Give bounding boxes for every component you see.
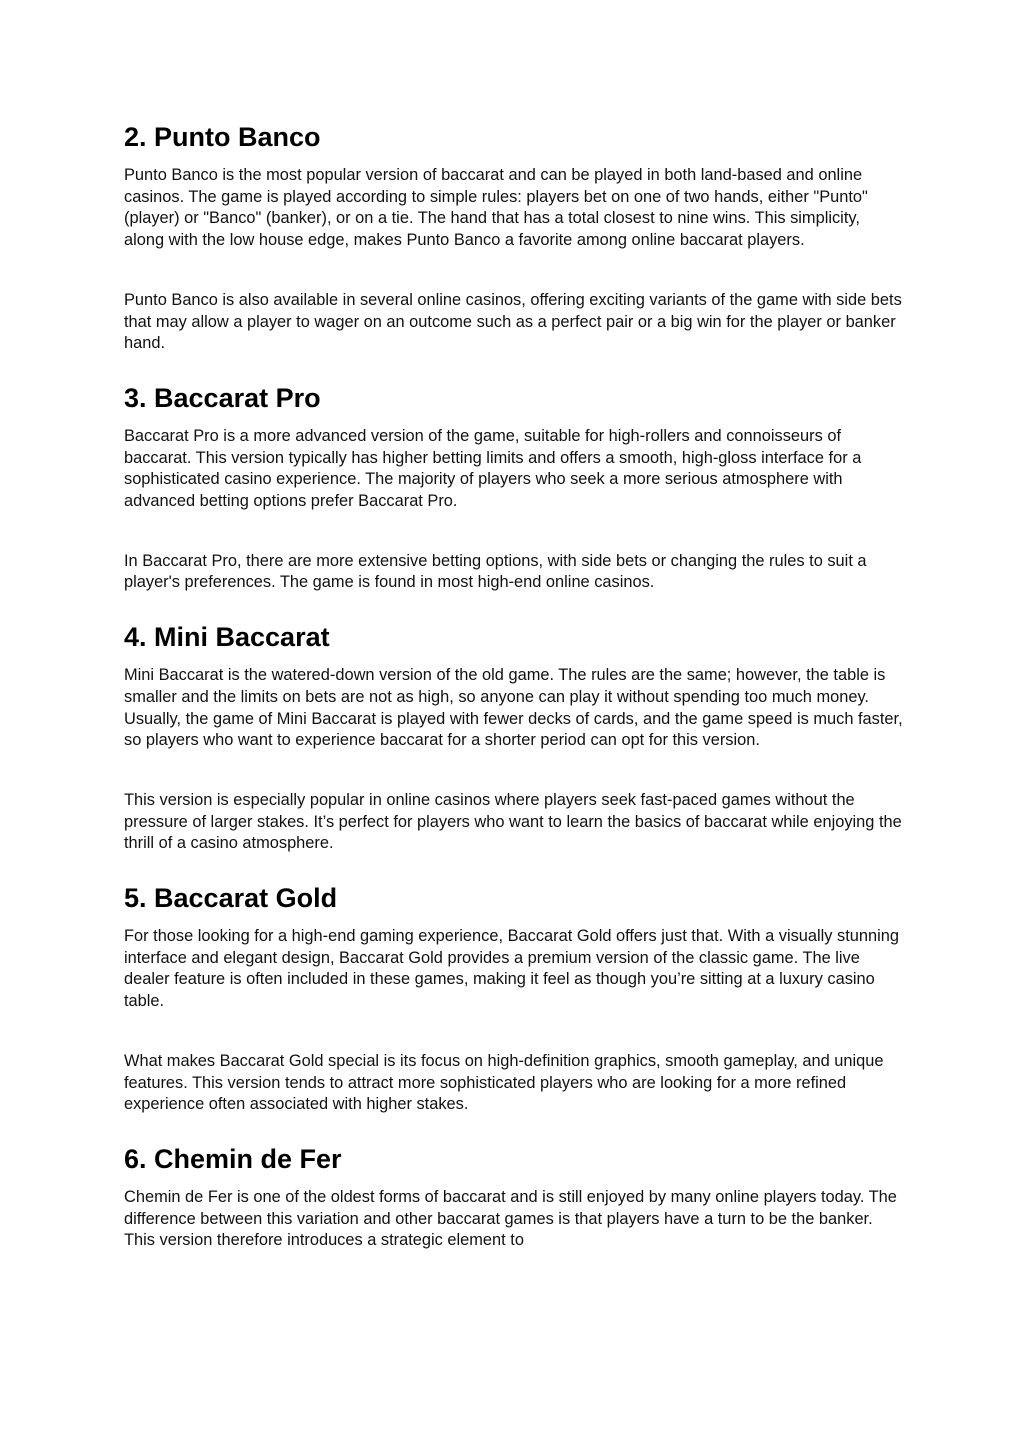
document-page bbox=[124, 120, 904, 1252]
section-heading: 6. Chemin de Fer bbox=[124, 1143, 342, 1174]
paragraph: Punto Banco is the most popular version of baccarat and can be played in both land-based and online casinos. The game is played according to simple rules: players bet on one of two hands, either "Punto" (player) or "Banco" (banker), or on a tie. The hand that has a total closest to nine wins. This simplicity, along with the low house edge, makes Punto Banco a favorite among online baccarat players. bbox=[124, 166, 868, 250]
paragraph: For those looking for a high-end gaming experience, Baccarat Gold offers just that. With a visually stunning interface and elegant design, Baccarat Gold provides a premium version of the classic game. The live dealer feature is often included in these games, making it feel as though you’re sitting at a luxury casino table. bbox=[124, 927, 900, 1011]
section-heading: 3. Baccarat Pro bbox=[124, 382, 321, 413]
paragraph: Chemin de Fer is one of the oldest forms of baccarat and is still enjoyed by many online players today. The difference between this variation and other baccarat games is that players have a turn to be the banker. This version therefore introduces a strategic element to bbox=[124, 1187, 897, 1250]
paragraph: Baccarat Pro is a more advanced version of the game, suitable for high-rollers and connoisseurs of baccarat. This version typically has higher betting limits and offers a smooth, high-gloss interface for a sophisticated casino experience. The majority of players who seek a more serious atmosphere with advanced betting options prefer Baccarat Pro. bbox=[124, 426, 862, 511]
section-chemin-de-fer bbox=[124, 1142, 904, 1252]
section-baccarat-gold bbox=[124, 881, 904, 1116]
paragraph: What makes Baccarat Gold special is its focus on high-definition graphics, smooth gameplay, and unique features. This version tends to attract more sophisticated players who are looking for a more refined experience often associated with higher stakes. bbox=[124, 1051, 884, 1114]
section-punto-banco bbox=[124, 120, 904, 355]
section-heading: 5. Baccarat Gold bbox=[124, 883, 338, 914]
section-heading: 4. Mini Baccarat bbox=[124, 622, 330, 653]
section-heading: 2. Punto Banco bbox=[124, 122, 321, 152]
section-baccarat-pro bbox=[124, 381, 904, 594]
paragraph: Punto Banco is also available in several online casinos, offering exciting variants of the game with side bets that may allow a player to wager on an outcome such as a perfect pair or a big win for the player or banker hand. bbox=[124, 290, 902, 353]
paragraph: Mini Baccarat is the watered-down version of the old game. The rules are the same; however, the table is smaller and the limits on bets are not as high, so anyone can play it without spending too much money. Usually, the game of Mini Baccarat is played with fewer decks of cards, and the game speed is much faster, so players who want to experience baccarat for a shorter period can opt for this version. bbox=[124, 666, 903, 750]
paragraph: In Baccarat Pro, there are more extensive betting options, with side bets or changing the rules to suit a player's preferences. The game is found in most high-end online casinos. bbox=[124, 551, 867, 592]
section-mini-baccarat bbox=[124, 620, 904, 855]
paragraph: This version is especially popular in online casinos where players seek fast-paced games without the pressure of larger stakes. It’s perfect for players who want to learn the basics of baccarat while enjoying the thrill of a casino atmosphere. bbox=[124, 790, 902, 853]
